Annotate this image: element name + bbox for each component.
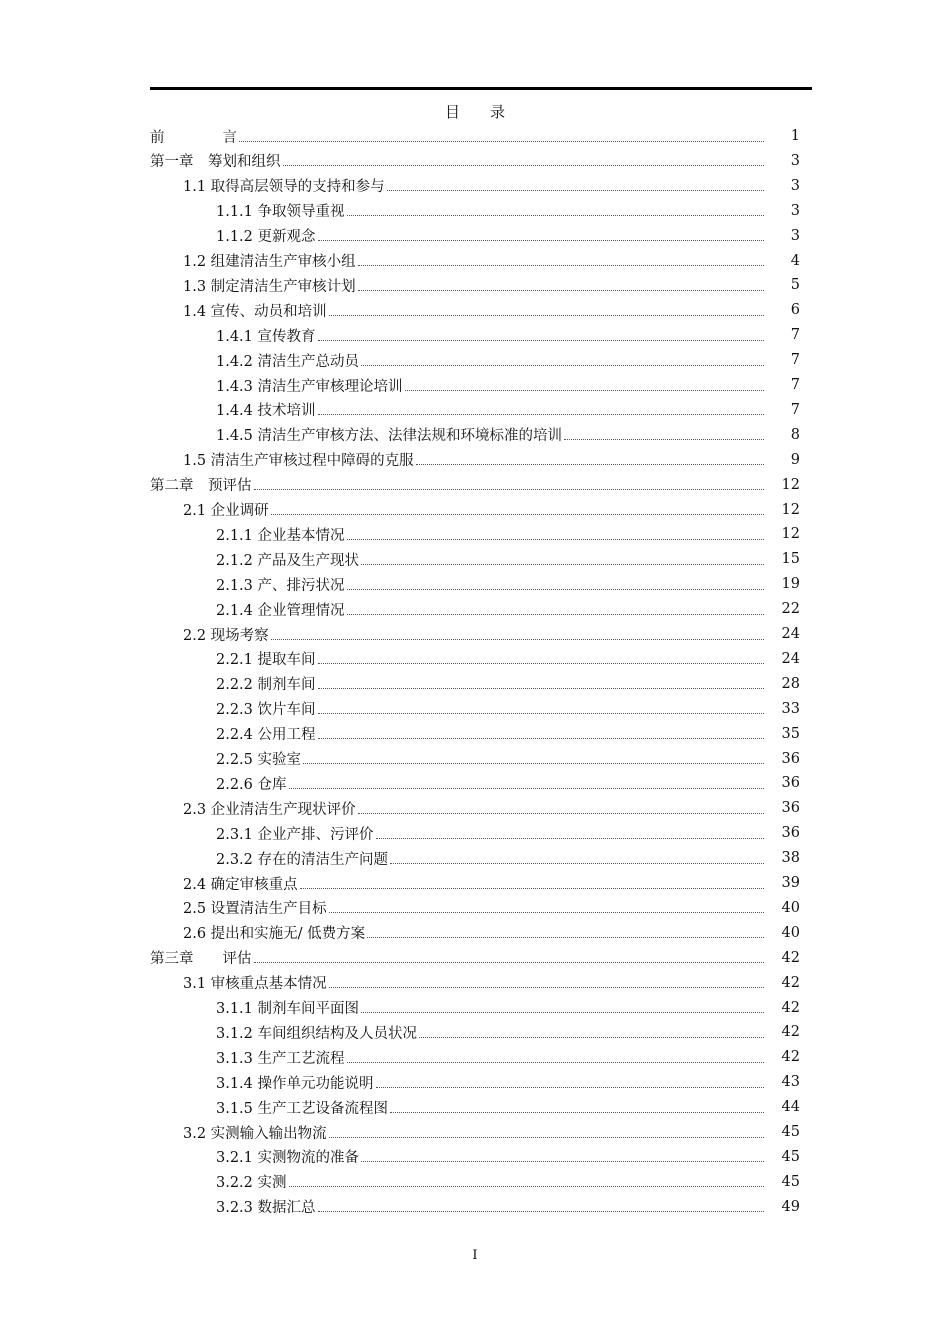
toc-entry[interactable] <box>183 971 800 995</box>
toc-entry-label: 1.4.4 技术培训 <box>216 403 316 420</box>
toc-entry-label: 2.2.2 制剂车间 <box>216 677 316 694</box>
toc-entry[interactable] <box>216 224 800 248</box>
toc-entry[interactable] <box>183 174 800 198</box>
header-rule <box>150 87 812 90</box>
toc-entry-page: 39 <box>781 875 800 891</box>
toc-entry-label: 1.2 组建清洁生产审核小组 <box>183 254 356 270</box>
toc-entry-label: 1.4.2 清洁生产总动员 <box>216 353 360 370</box>
toc-entry-page: 7 <box>790 401 800 418</box>
dot-leader <box>390 849 764 864</box>
toc-entry[interactable] <box>183 498 800 522</box>
toc-entry-label: 2.2.6 仓库 <box>216 776 287 793</box>
toc-entry-label: 2.3 企业清洁生产现状评价 <box>183 801 356 818</box>
toc-entry[interactable] <box>216 697 800 721</box>
toc-entry-page: 12 <box>781 501 800 518</box>
dot-leader <box>358 276 764 291</box>
toc-entry-page: 22 <box>781 601 800 618</box>
toc-entry-page: 6 <box>790 302 800 319</box>
dot-leader <box>347 525 764 540</box>
dot-leader <box>271 500 764 515</box>
dot-leader <box>361 550 764 565</box>
dot-leader <box>329 1123 764 1138</box>
dot-leader <box>361 998 764 1013</box>
dot-leader <box>347 600 764 615</box>
toc-entry[interactable] <box>216 547 800 571</box>
toc-entry[interactable] <box>150 473 800 497</box>
toc-entry[interactable] <box>216 996 800 1020</box>
toc-entry-label: 3.1.4 操作单元功能说明 <box>216 1075 374 1092</box>
dot-leader <box>358 251 764 266</box>
toc-entry-label: 1.3 制定清洁生产审核计划 <box>183 278 356 295</box>
toc-entry-page: 42 <box>781 1049 800 1066</box>
dot-leader <box>361 1147 764 1162</box>
toc-entry-page: 12 <box>781 526 800 543</box>
toc-entry-page: 7 <box>790 377 800 393</box>
toc-entry[interactable] <box>216 747 800 771</box>
dot-leader <box>271 625 764 640</box>
toc-entry-page: 3 <box>790 152 800 169</box>
toc-entry-label: 2.1.1 企业基本情况 <box>216 527 345 544</box>
toc-entry[interactable] <box>216 647 800 671</box>
toc-entry[interactable] <box>216 722 800 746</box>
toc-entry-label: 3.1.3 生产工艺流程 <box>216 1050 345 1067</box>
toc-entry-page: 38 <box>781 850 800 867</box>
toc-entry-label: 1.5 清洁生产审核过程中障碍的克服 <box>183 453 414 470</box>
toc-entry-label: 1.1.2 更新观念 <box>216 229 316 246</box>
toc-entry-page: 35 <box>781 725 800 742</box>
toc-entry[interactable] <box>150 149 800 173</box>
toc-entry[interactable] <box>150 946 800 970</box>
toc-entry-page: 36 <box>781 825 800 842</box>
toc-entry[interactable] <box>183 921 800 945</box>
toc-entry-label: 3.2 实测输入输出物流 <box>183 1125 327 1142</box>
toc-entry-label: 2.2.3 饮片车间 <box>216 702 316 719</box>
dot-leader <box>347 575 764 590</box>
toc-entry-page: 43 <box>781 1074 800 1091</box>
toc-entry-page: 33 <box>781 700 800 717</box>
toc-entry-label: 2.1 企业调研 <box>183 503 269 519</box>
toc-entry[interactable] <box>183 622 800 646</box>
dot-leader <box>376 1073 764 1088</box>
toc-entry-label: 2.1.4 企业管理情况 <box>216 602 345 619</box>
toc-entry-page: 4 <box>790 252 800 269</box>
toc-entry-label: 1.1 取得高层领导的支持和参与 <box>183 179 385 196</box>
toc-entry[interactable] <box>216 672 800 696</box>
toc-title: 目 录 <box>444 103 505 121</box>
dot-leader <box>283 151 765 166</box>
dot-leader <box>318 649 764 664</box>
dot-leader <box>329 973 764 988</box>
dot-leader <box>329 301 764 316</box>
toc-entry[interactable] <box>183 796 800 820</box>
toc-entry-label: 1.4.1 宣传教育 <box>216 328 316 345</box>
toc-entry-page: 24 <box>781 650 800 667</box>
toc-entry-page: 1 <box>790 128 800 144</box>
toc-entry-label: 2.4 确定审核重点 <box>183 876 298 893</box>
toc-entry-label: 2.5 设置清洁生产目标 <box>183 901 327 918</box>
toc-entry-page: 24 <box>781 626 800 642</box>
toc-entry-page: 36 <box>781 775 800 792</box>
dot-leader <box>347 201 764 216</box>
dot-leader <box>318 699 764 714</box>
toc-entry-label: 2.3.2 存在的清洁生产问题 <box>216 851 389 868</box>
dot-leader <box>289 774 764 789</box>
dot-leader <box>347 1048 764 1063</box>
toc-entry[interactable] <box>216 1070 800 1094</box>
toc-entry-label: 3.1.5 生产工艺设备流程图 <box>216 1100 389 1117</box>
toc-entry-page: 15 <box>781 551 800 568</box>
dot-leader <box>358 799 764 814</box>
toc-entry-label: 2.6 提出和实施无/ 低费方案 <box>183 926 366 943</box>
toc-entry-label: 3.2.2 实测 <box>216 1175 287 1192</box>
toc-entry-label: 1.1.1 争取领导重视 <box>216 204 345 221</box>
page-number: I <box>472 1248 478 1263</box>
toc-entry[interactable] <box>216 1020 800 1044</box>
dot-leader <box>318 724 764 739</box>
toc-entry[interactable] <box>216 771 800 795</box>
toc-entry[interactable] <box>216 373 800 397</box>
toc-entry-page: 36 <box>781 750 800 767</box>
toc-entry-page: 19 <box>781 576 800 593</box>
toc-entry-page: 3 <box>790 227 800 244</box>
toc-entry[interactable] <box>183 871 800 895</box>
toc-entry[interactable] <box>216 423 800 447</box>
toc-entry-page: 45 <box>781 1148 800 1165</box>
toc-entry-label: 前 言 <box>150 129 237 146</box>
toc-entry[interactable] <box>183 1120 800 1144</box>
dot-leader <box>318 400 764 415</box>
toc-entry-label: 3.2.1 实测物流的准备 <box>216 1150 360 1167</box>
toc-entry[interactable] <box>216 348 800 372</box>
toc-entry[interactable] <box>216 522 800 546</box>
dot-leader <box>254 475 765 490</box>
toc-entry-page: 42 <box>781 949 800 966</box>
toc-entry-label: 3.1 审核重点基本情况 <box>183 976 327 993</box>
toc-entry[interactable] <box>183 448 800 472</box>
toc-entry-page: 8 <box>790 426 800 443</box>
dot-leader <box>387 176 764 191</box>
toc-entry-label: 2.3.1 企业产排、污评价 <box>216 826 374 843</box>
toc-entry-label: 第二章 预评估 <box>150 478 252 495</box>
toc-entry-page: 42 <box>781 974 800 991</box>
toc-entry-page: 45 <box>781 1173 800 1190</box>
dot-leader <box>318 674 764 689</box>
toc-entry-page: 3 <box>790 202 800 219</box>
toc-entry-label: 第三章 评估 <box>150 951 252 968</box>
toc-entry-label: 第一章 筹划和组织 <box>150 154 281 171</box>
toc-entry-label: 2.1.3 产、排污状况 <box>216 577 345 594</box>
toc-entry-page: 42 <box>781 1024 800 1041</box>
toc-entry-page: 40 <box>781 924 800 941</box>
dot-leader <box>318 226 764 241</box>
dot-leader <box>254 948 765 963</box>
toc-entry-label: 3.1.1 制剂车间平面图 <box>216 1001 360 1017</box>
toc-entry-page: 28 <box>781 675 800 692</box>
toc-entry[interactable] <box>150 124 800 148</box>
toc-entry[interactable] <box>216 199 800 223</box>
toc-entry[interactable] <box>216 572 800 596</box>
toc-entry-label: 3.1.2 车间组织结构及人员状况 <box>216 1025 418 1042</box>
toc-entry-page: 12 <box>781 476 800 493</box>
dot-leader <box>564 425 764 440</box>
dot-leader <box>289 1172 764 1187</box>
toc-entry-label: 2.2.5 实验室 <box>216 752 302 768</box>
dot-leader <box>419 1023 764 1038</box>
toc-entry[interactable] <box>183 298 800 322</box>
toc-entry-page: 36 <box>781 800 800 817</box>
toc-entry-label: 1.4 宣传、动员和培训 <box>183 303 327 320</box>
toc-entry[interactable] <box>216 846 800 870</box>
toc-entry[interactable] <box>216 1045 800 1069</box>
dot-leader <box>405 376 764 391</box>
toc-entry[interactable] <box>183 896 800 920</box>
dot-leader <box>239 127 764 142</box>
dot-leader <box>390 1098 764 1113</box>
toc-entry-page: 40 <box>781 899 800 916</box>
toc-entry-page: 7 <box>790 327 800 344</box>
toc-entry[interactable] <box>216 597 800 621</box>
toc-entry[interactable] <box>216 1145 800 1169</box>
dot-leader <box>361 351 764 366</box>
dot-leader <box>318 1197 764 1212</box>
dot-leader <box>416 450 764 465</box>
dot-leader <box>376 824 764 839</box>
toc-entry-label: 2.2.4 公用工程 <box>216 727 316 744</box>
toc-entry-page: 3 <box>790 177 800 194</box>
toc-entry-page: 49 <box>781 1198 800 1215</box>
toc-entry-page: 44 <box>781 1099 800 1116</box>
toc-entry[interactable] <box>216 323 800 347</box>
toc-entry-label: 2.1.2 产品及生产现状 <box>216 552 360 569</box>
dot-leader <box>367 923 764 938</box>
toc-entry[interactable] <box>216 1095 800 1119</box>
toc-entry-page: 5 <box>790 277 800 294</box>
toc-entry-label: 2.2.1 提取车间 <box>216 652 316 669</box>
toc-entry[interactable] <box>183 273 800 297</box>
dot-leader <box>329 898 764 913</box>
toc-entry[interactable] <box>216 398 800 422</box>
toc-entry-label: 1.4.3 清洁生产审核理论培训 <box>216 378 403 395</box>
toc-entry-label: 2.2 现场考察 <box>183 627 269 644</box>
dot-leader <box>303 749 764 764</box>
dot-leader <box>318 326 764 341</box>
toc-entry[interactable] <box>183 249 800 273</box>
toc-entry[interactable] <box>216 1170 800 1194</box>
toc-entry[interactable] <box>216 821 800 845</box>
toc-entry-page: 7 <box>790 352 800 369</box>
toc-entry-page: 45 <box>781 1124 800 1140</box>
toc-entry-label: 3.2.3 数据汇总 <box>216 1200 316 1217</box>
dot-leader <box>300 874 764 889</box>
toc-entry-page: 9 <box>790 451 800 468</box>
toc-entry[interactable] <box>216 1195 800 1219</box>
toc-entry-page: 42 <box>781 999 800 1016</box>
toc-entry-label: 1.4.5 清洁生产审核方法、法律法规和环境标准的培训 <box>216 428 563 445</box>
